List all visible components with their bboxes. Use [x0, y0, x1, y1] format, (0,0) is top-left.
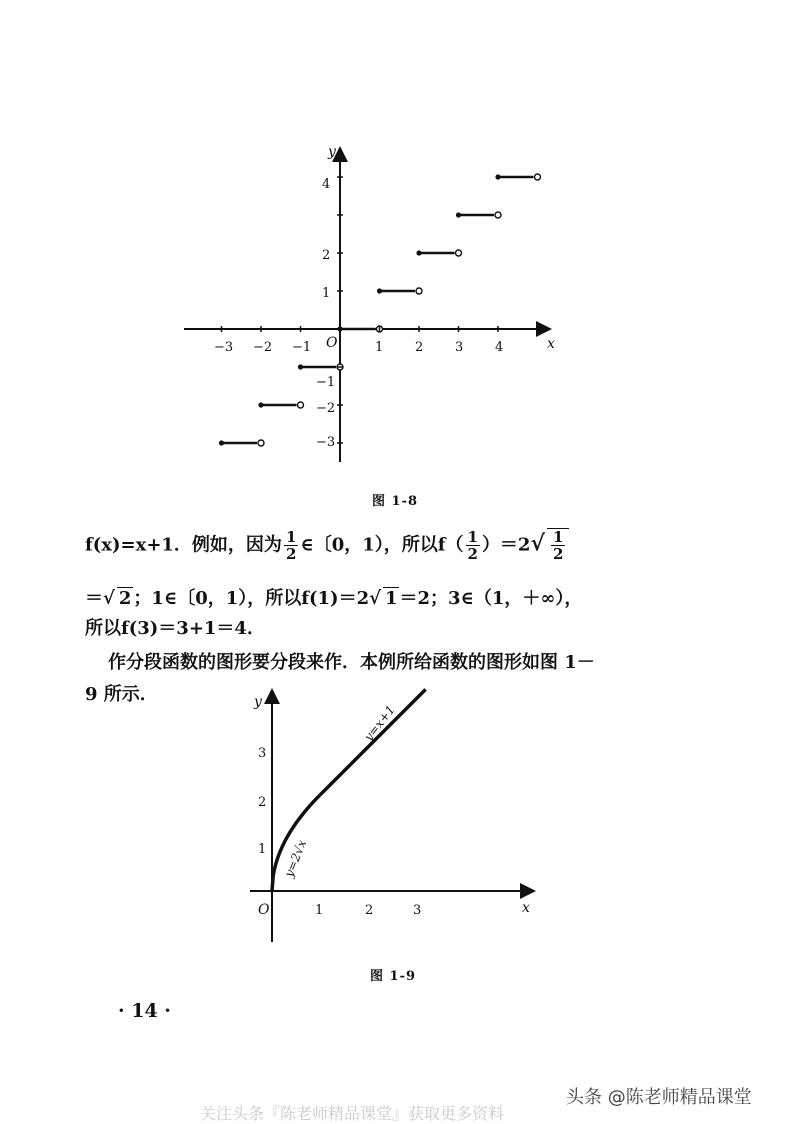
y-tick-label: 3 [258, 746, 267, 761]
y-tick-label: 1 [322, 286, 331, 301]
y-axis-label: y [254, 694, 262, 710]
origin-label: O [326, 335, 338, 351]
fraction [284, 529, 298, 562]
closed-endpoint [337, 326, 342, 331]
figure-1-9 [230, 680, 550, 950]
text-span: ∈〔0，1），所以f（ [300, 534, 464, 556]
origin-label: O [258, 902, 270, 918]
text-line: 所以f(3)＝3+1＝4． [85, 618, 265, 639]
x-tick-label: 2 [415, 340, 424, 355]
closed-endpoint [495, 174, 500, 179]
x-tick-label: −2 [253, 340, 273, 355]
text-span: f(x)=x+1．例如，因为 [85, 534, 282, 556]
figure-caption: 图 1-9 [370, 969, 417, 984]
x-tick-label: 4 [495, 340, 504, 355]
x-axis-label: x [522, 900, 530, 916]
fraction-denominator: 2 [552, 545, 564, 563]
curve-label: y=2√x [281, 837, 310, 880]
tick-marks [222, 177, 499, 443]
figure-caption: 图 1-8 [372, 494, 419, 509]
closed-endpoint [377, 288, 382, 293]
closed-endpoint [219, 440, 224, 445]
radicand: 1 [384, 588, 398, 609]
text-span: ；1∈〔0，1），所以f(1)＝2√ [133, 588, 381, 609]
x-tick-label: 2 [365, 903, 374, 918]
page-number: · 14 · [118, 1000, 171, 1022]
y-tick-label: 1 [258, 842, 267, 857]
closed-endpoint [298, 364, 303, 369]
text-span: ）＝2 [481, 534, 531, 556]
x-tick-label: −1 [292, 340, 312, 355]
radical-sign: √ [530, 530, 545, 557]
x-tick-label: −3 [214, 340, 234, 355]
y-tick-label: −1 [316, 375, 336, 390]
y-tick-label: −3 [316, 435, 336, 450]
closed-endpoint [456, 212, 461, 217]
footer-watermark: 关注头条『陈老师精品课堂』获取更多资料 [200, 1104, 505, 1123]
open-endpoint [495, 212, 501, 218]
y-tick-label: 4 [322, 177, 331, 192]
closed-endpoint [258, 402, 263, 407]
y-axis-label: y [328, 144, 336, 160]
fraction-numerator: 1 [552, 528, 564, 546]
radicand: 2 [118, 588, 132, 609]
y-tick-label: 2 [258, 795, 267, 810]
fraction-denominator: 2 [467, 545, 478, 563]
fraction [466, 529, 480, 562]
closed-endpoint [416, 250, 421, 255]
step-segments [219, 174, 541, 446]
fraction-numerator: 1 [467, 528, 478, 546]
x-tick-label: 3 [455, 340, 464, 355]
fraction [551, 529, 565, 562]
brand-watermark: 头条 @陈老师精品课堂 [566, 1087, 752, 1108]
open-endpoint [535, 174, 541, 180]
figure-1-8 [170, 140, 590, 470]
x-tick-label: 3 [413, 903, 422, 918]
y-tick-label: −2 [316, 401, 336, 416]
open-endpoint [416, 288, 422, 294]
text-line: 9 所示． [85, 684, 158, 705]
open-endpoint [258, 440, 264, 446]
text-span: ＝√ [85, 588, 115, 609]
x-axis-label: x [547, 336, 555, 352]
x-tick-label: 1 [315, 903, 324, 918]
text-line: 作分段函数的图形要分段来作．本例所给函数的图形如图 1－ [108, 652, 595, 673]
x-tick-label: 1 [375, 340, 384, 355]
radicand [547, 528, 569, 562]
text-span: ＝2；3∈（1，＋∞）， [399, 588, 583, 609]
line-label: y=x+1 [361, 702, 398, 744]
text-line [85, 584, 582, 610]
fraction-denominator: 2 [285, 545, 297, 563]
y-tick-label: 2 [322, 248, 331, 263]
fraction-numerator: 1 [285, 528, 297, 546]
open-endpoint [456, 250, 462, 256]
open-endpoint [298, 402, 304, 408]
text-line [85, 528, 569, 562]
